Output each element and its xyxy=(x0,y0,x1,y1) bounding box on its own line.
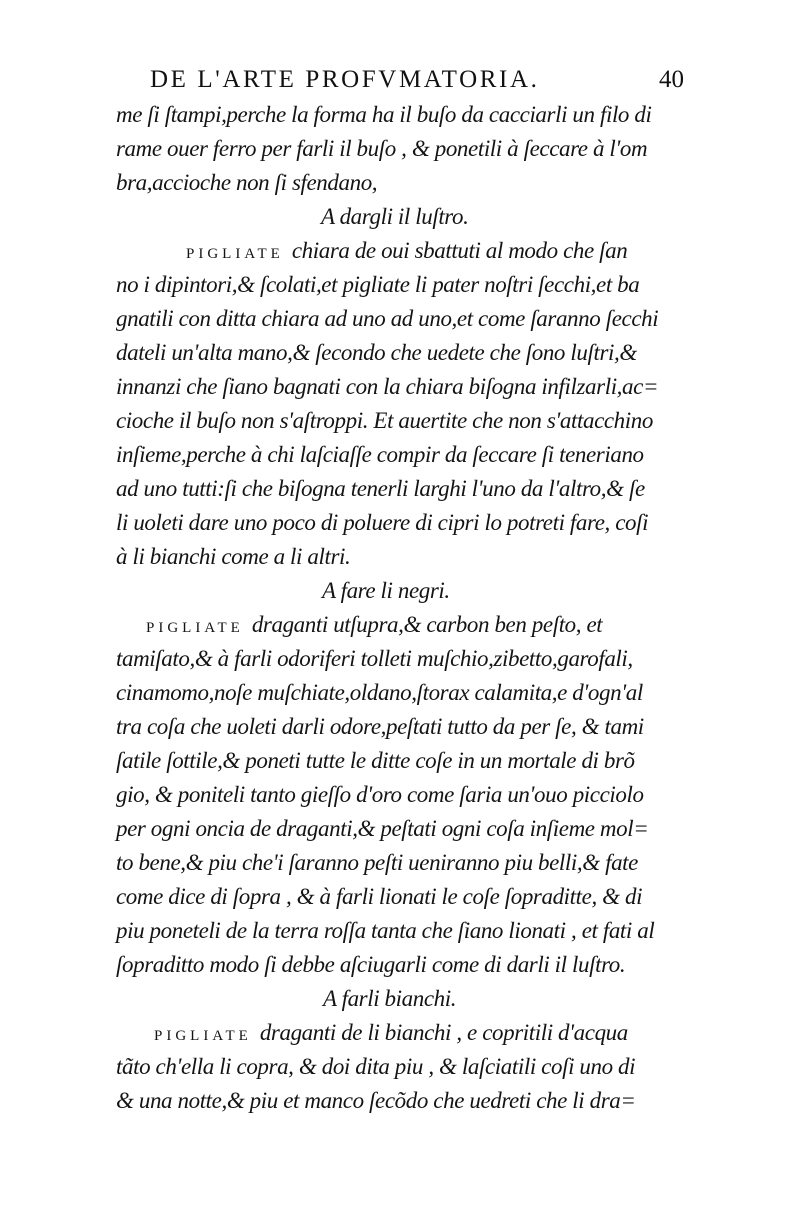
text-line: tamiſato,& à farli odoriferi tolleti muſchio,zibetto,garofali, xyxy=(116,646,633,671)
text-line: & una notte,& piu et manco ſecõdo che uedreti che li dra= xyxy=(116,1088,636,1113)
text-line: tãto ch'ella li copra, & doi dita piu , & laſciatili coſi uno di xyxy=(116,1054,636,1079)
text-line: draganti utſupra,& carbon ben peſto, et xyxy=(251,612,603,637)
text-line: ſatile ſottile,& poneti tutte le ditte coſe in un mortale di brõ xyxy=(116,748,635,773)
text-line: come dice di ſopra , & à farli lionati le coſe ſopraditte, & di xyxy=(116,884,643,909)
text-line: piu poneteli de la terra roſſa tanta che ſiano lionati , et fati al xyxy=(116,918,655,943)
text-line: cinamomo,noſe muſchiate,oldano,ſtorax calamita,e d'ogn'al xyxy=(116,680,643,705)
text-line: ad uno tutti:ſi che biſogna tenerli larghi l'uno da l'altro,& ſe xyxy=(116,476,645,501)
text-line: inſieme,perche à chi laſciaſſe compir da ſeccare ſi teneriano xyxy=(116,442,644,467)
text-line: no i dipintori,& ſcolati,et pigliate li pater noſtri ſecchi,et ba xyxy=(116,272,640,297)
paragraph-initial-caps: PIGLIATE xyxy=(154,1028,252,1044)
paragraph-first-line xyxy=(116,608,700,642)
text-line: li uoleti dare uno poco di poluere di cipri lo potreti fare, coſi xyxy=(116,510,649,535)
text-line: dateli un'alta mano,& ſecondo che uedete che ſono luſtri,& xyxy=(116,340,637,365)
paragraph-initial-caps: PIGLIATE xyxy=(186,246,284,262)
text-line: to bene,& piu che'i ſaranno peſti ueniranno piu belli,& fate xyxy=(116,850,638,875)
text-line: draganti de li bianchi , e copritili d'acqua xyxy=(259,1020,628,1045)
section-heading: A dargli il luſtro. xyxy=(321,204,469,229)
section-heading: A farli bianchi. xyxy=(323,986,457,1011)
paragraph-first-line xyxy=(116,234,700,268)
text-line: innanzi che ſiano bagnati con la chiara biſogna infilzarli,ac= xyxy=(116,374,659,399)
text-line: me ſi ſtampi,perche la forma ha il buſo da cacciarli un filo di xyxy=(116,102,652,127)
page-number: 40 xyxy=(659,66,684,93)
text-line: rame ouer ferro per farli il buſo , & ponetili à ſeccare à l'om xyxy=(116,136,648,161)
paragraph-first-line xyxy=(116,1016,700,1050)
text-line: tra coſa che uoleti darli odore,peſtati tutto da per ſe, & tami xyxy=(116,714,644,739)
text-line: gnatili con ditta chiara ad uno ad uno,et come ſaranno ſecchi xyxy=(116,306,659,331)
running-head: DE L'ARTE PROFVMATORIA. xyxy=(150,66,540,93)
paragraph-initial-caps: PIGLIATE xyxy=(146,620,244,636)
text-line: ſopraditto modo ſi debbe aſciugarli come di darli il luſtro. xyxy=(116,952,626,977)
text-line: cioche il buſo non s'aſtroppi. Et auertite che non s'attacchino xyxy=(116,408,653,433)
text-line: bra,accioche non ſi sfendano, xyxy=(116,170,378,195)
text-line: à li bianchi come a li altri. xyxy=(116,544,351,569)
text-line: per ogni oncia de draganti,& peſtati ogni coſa inſieme mol= xyxy=(116,816,649,841)
page-header xyxy=(150,62,710,98)
section-heading: A fare li negri. xyxy=(322,578,450,603)
text-line: gio, & poniteli tanto gieſſo d'oro come ſaria un'ouo picciolo xyxy=(116,782,644,807)
text-block xyxy=(116,98,700,1118)
text-line: chiara de oui sbattuti al modo che ſan xyxy=(291,238,628,263)
